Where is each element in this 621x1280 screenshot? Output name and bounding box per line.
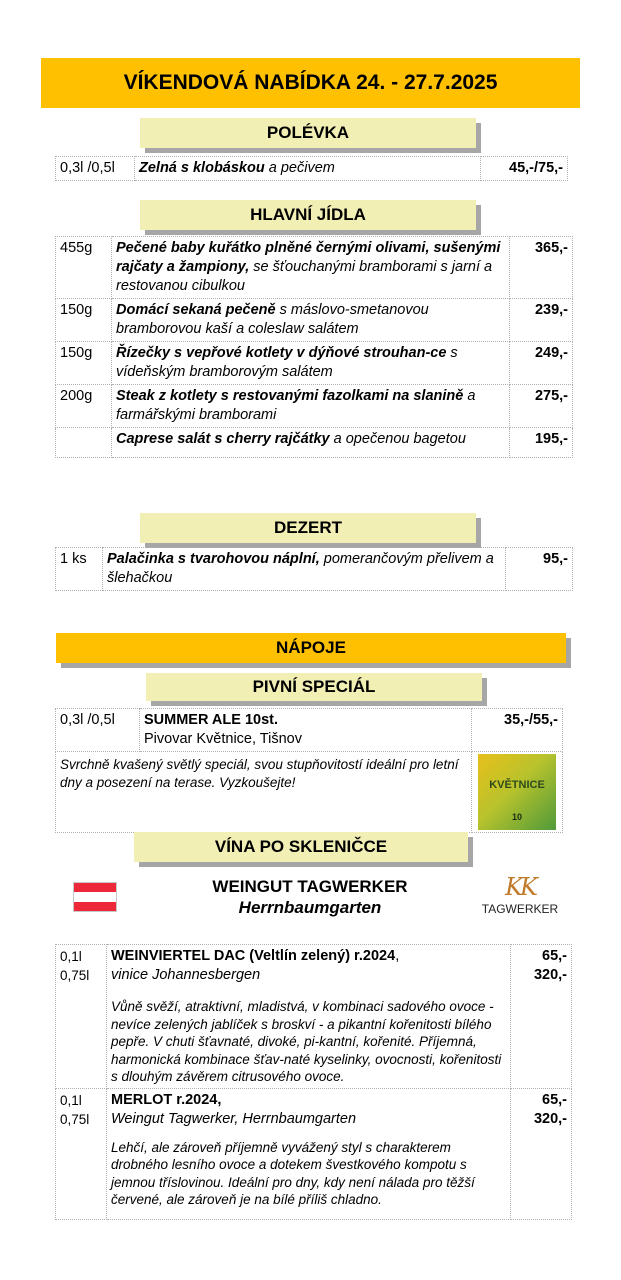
qty-bottle: 0,75l — [60, 968, 90, 983]
title-banner — [41, 58, 580, 108]
item-desc — [135, 157, 481, 181]
item-qty: 1 ks — [56, 548, 103, 591]
beer-image-cell — [472, 752, 563, 833]
drinks-banner — [56, 633, 566, 663]
beer-table — [55, 708, 563, 833]
table-row — [56, 1088, 572, 1219]
item-name: WEINVIERTEL DAC (Veltlín zelený) r.2024 — [111, 948, 396, 964]
table-row — [56, 752, 563, 833]
section-mains-heading — [140, 200, 476, 230]
soup-table — [55, 156, 568, 181]
item-desc — [107, 1088, 511, 1219]
qty-glass: 0,1l — [60, 949, 82, 964]
item-name: Steak z kotlety s restovanými fazolkami na slanině — [116, 388, 464, 404]
item-qty — [56, 1088, 107, 1219]
winery-location: Herrnbaumgarten — [238, 898, 382, 917]
section-dessert-heading — [140, 513, 476, 543]
section-label: VÍNA PO SKLENIČCE — [214, 837, 388, 856]
table-row — [56, 945, 572, 1089]
item-qty — [56, 945, 107, 1089]
beer-label-brand: KVĚTNICE — [489, 779, 545, 791]
tagwerker-logo — [476, 872, 564, 916]
page-title: VÍKENDOVÁ NABÍDKA 24. - 27.7.2025 — [123, 71, 498, 94]
winery-name: WEINGUT TAGWERKER — [212, 877, 408, 896]
item-price: 249,- — [510, 342, 573, 385]
item-rest: a farmářskými bramborami — [116, 388, 476, 423]
drinks-heading: NÁPOJE — [276, 638, 346, 657]
table-row — [56, 157, 568, 181]
item-name: Domácí sekaná pečeně — [116, 302, 276, 318]
logo-text: TAGWERKER — [481, 902, 559, 916]
item-rest: a pečivem — [264, 160, 335, 176]
table-row — [56, 428, 573, 458]
section-soup-heading — [140, 118, 476, 148]
price-bottle: 320,- — [533, 967, 567, 983]
price-glass: 65,- — [542, 948, 567, 964]
price-bottle: 320,- — [533, 1110, 567, 1127]
item-name: Řízečky s vepřové kotlety v dýňové strouhan-ce — [116, 345, 447, 361]
table-row — [56, 342, 573, 385]
item-name: MERLOT r.2024, — [111, 1091, 222, 1108]
item-desc — [112, 237, 510, 299]
item-origin: vinice Johannesbergen — [111, 967, 261, 983]
item-name: Caprese salát s cherry rajčátky — [116, 431, 330, 447]
beer-label-number: 10 — [511, 812, 522, 822]
beer-can-image — [478, 754, 556, 830]
price-glass: 65,- — [542, 1091, 567, 1108]
mains-table — [55, 236, 573, 458]
item-name-suffix: , — [395, 948, 400, 964]
item-qty: 455g — [56, 237, 112, 299]
item-price: 95,- — [506, 548, 573, 591]
qty-glass: 0,1l — [60, 1092, 82, 1108]
item-price — [511, 945, 572, 1089]
austria-flag-icon — [73, 882, 117, 912]
item-rest: se šťouchanými bramborami s jarní a restovanou cibulkou — [116, 259, 493, 294]
brewery: Pivovar Květnice, Tišnov — [144, 731, 302, 747]
logo-initials: KK — [505, 873, 535, 901]
item-qty: 0,3l /0,5l — [56, 709, 140, 752]
section-label: PIVNÍ SPECIÁL — [252, 677, 376, 696]
item-origin: Weingut Tagwerker, Herrnbaumgarten — [111, 1110, 357, 1127]
item-price: 365,- — [510, 237, 573, 299]
item-price — [511, 1088, 572, 1219]
item-qty — [56, 428, 112, 458]
item-desc — [140, 709, 472, 752]
section-label: DEZERT — [274, 518, 342, 537]
item-desc — [103, 548, 506, 591]
item-rest: s vídeňským bramborovým salátem — [116, 345, 458, 380]
item-price: 239,- — [510, 299, 573, 342]
section-label: HLAVNÍ JÍDLA — [250, 205, 366, 224]
dessert-table — [55, 547, 573, 591]
item-price: 45,-/75,- — [481, 157, 568, 181]
section-beer-heading — [146, 673, 482, 701]
item-qty: 0,3l /0,5l — [56, 157, 135, 181]
qty-bottle: 0,75l — [60, 1111, 90, 1127]
section-label: POLÉVKA — [266, 123, 350, 142]
section-wine-heading — [134, 832, 468, 862]
item-rest: s máslovo-smetanovou bramborovou kaší a coleslaw salátem — [116, 302, 429, 337]
table-row — [56, 385, 573, 428]
item-price: 35,-/55,- — [472, 709, 563, 752]
item-name: Zelná s klobáskou — [139, 160, 265, 176]
table-row — [56, 299, 573, 342]
item-rest: pomerančovým přelivem a šlehačkou — [107, 551, 494, 586]
item-price: 195,- — [510, 428, 573, 458]
item-desc — [112, 299, 510, 342]
item-description: Vůně svěží, atraktivní, mladistvá, v kombinaci sadového ovoce - nevíce zelených jablíček s broskví - a pikantní kořenitosti bílého pepře. V chuti šťavnaté, divoké, pi-kantní, kořenité. Příjemná, harmonická kombinace šťav-naté kyselinky, ovocnosti, kořenitosti s dlouhým závěrem citrusového ovoce. — [111, 999, 502, 1084]
item-desc — [107, 945, 511, 1089]
item-price: 275,- — [510, 385, 573, 428]
table-row — [56, 709, 563, 752]
table-row — [56, 548, 573, 591]
item-qty: 150g — [56, 299, 112, 342]
item-description: Lehčí, ale zároveň příjemně vyvážený styl s charakterem drobného lesního ovoce a dotekem švestkového kompotu s jemnou tříslovinou. Ideální pro dny, kdy není nálada pro těžší červené, ale zároveň je na bílé příliš chladno. — [111, 1139, 475, 1207]
item-qty: 200g — [56, 385, 112, 428]
wines-table — [55, 944, 572, 1220]
item-name: Palačinka s tvarohovou náplní, — [107, 551, 320, 567]
item-name: SUMMER ALE 10st. — [144, 712, 279, 728]
item-desc — [112, 428, 510, 458]
item-name: Pečené baby kuřátko plněné černými olivami, sušenými rajčaty a žampiony, — [116, 240, 501, 275]
item-rest: a opečenou bagetou — [329, 431, 466, 447]
winery-block — [150, 876, 470, 918]
table-row — [56, 237, 573, 299]
item-qty: 150g — [56, 342, 112, 385]
item-desc — [112, 342, 510, 385]
item-desc — [112, 385, 510, 428]
beer-description: Svrchně kvašený světlý speciál, svou stupňovitostí ideální pro letní dny a posezení na terase. Vyzkoušejte! — [56, 752, 472, 833]
